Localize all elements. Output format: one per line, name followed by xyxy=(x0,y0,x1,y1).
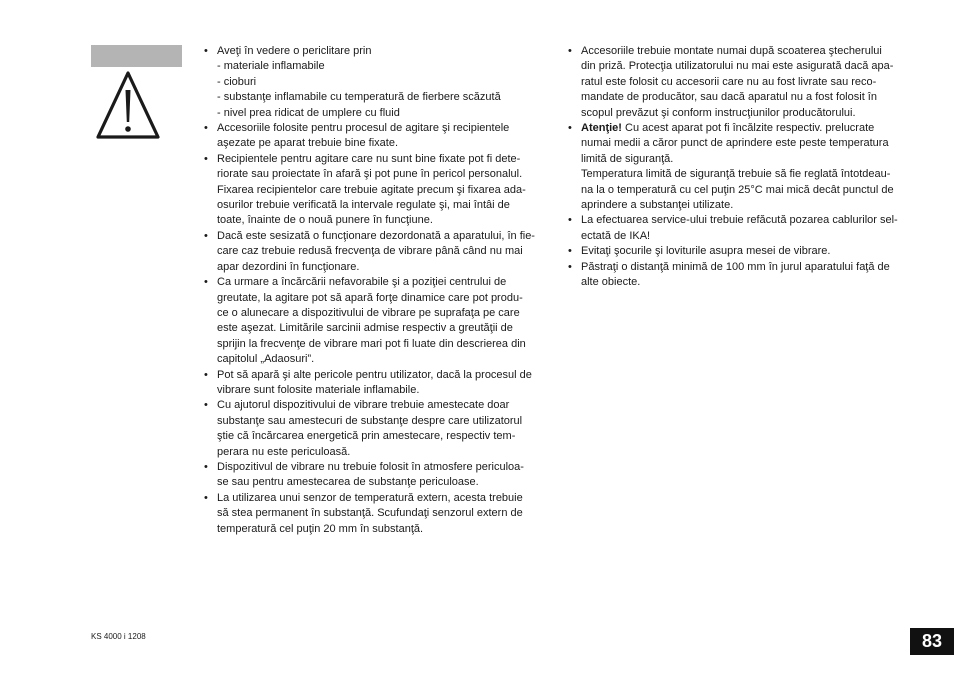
list-item: • La utilizarea unui senzor de temperatură extern, acesta trebuie să stea permanent în substanţă. Scufundaţi senzorul extern de temperatură cel puţin 20 mm în substanţă. xyxy=(204,491,549,537)
list-item: • Cu ajutorul dispozitivului de vibrare trebuie amestecate doar substanţe sau amestecuri de substanţe despre care utilizatorul ştie că încărcarea energetică prin amestecare, respectiv tem- perara nu este periculoasă. xyxy=(204,398,549,460)
attention-label: Atenţie! xyxy=(581,122,622,135)
document-code: KS 4000 i 1208 xyxy=(91,632,146,641)
list-item: • Păstraţi o distanţă minimă de 100 mm în jurul aparatului faţă de alte obiecte. xyxy=(568,260,913,291)
right-column xyxy=(568,44,913,291)
list-item: • Accesoriile trebuie montate numai după scoaterea ştecherului din priză. Protecţia utilizatorului nu mai este asigurată dacă apa- ratul este folosit cu accesorii care nu au fost livrate sau reco- mandate de producător, sau dacă aparatul nu a fost folosit în scopul prevăzut şi conform instrucţiunilor producătorului. xyxy=(568,44,913,121)
list-item: • Dispozitivul de vibrare nu trebuie folosit în atmosfere periculoa- se sau pentru amestecarea de substanţe periculoase. xyxy=(204,460,549,491)
list-item: • Recipientele pentru agitare care nu sunt bine fixate pot fi dete- riorate sau proiectate în afară şi pot pune în pericol personalul. Fixarea recipientelor care trebuie agitate precum şi fixarea ada- osurilor trebuie verificată la intervale regulate şi, mai întâi de toate, înainte de o nouă punere în funcţiune. xyxy=(204,152,549,229)
warning-triangle-icon xyxy=(96,70,160,140)
list-item: • Dacă este sesizată o funcţionare dezordonată a aparatului, în fie- care caz trebuie redusă frecvenţa de vibrare până când nu mai apar dezordini în funcţionare. xyxy=(204,229,549,275)
list-item: • Evitaţi şocurile şi loviturile asupra mesei de vibrare. xyxy=(568,244,913,259)
list-item: • La efectuarea service-ului trebuie refăcută pozarea cablurilor sel- ectată de IKA! xyxy=(568,213,913,244)
list-item: • Ca urmare a încărcării nefavorabile şi a poziţiei centrului de greutate, la agitare pot să apară forţe dinamice care pot produ- ce o alunecare a dispozitivului de vibrare pe suprafaţa pe care este aşezat. Limitările sarcinii admise respectiv a greutăţii de sprijin la frecvenţe de vibrare mari pot fi luate din descrierea din capitolul „Adaosuri”. xyxy=(204,275,549,367)
section-marker-bar xyxy=(91,45,182,67)
list-item: • Atenţie! Cu acest aparat pot fi încălzite respectiv. prelucrate numai medii a căror punct de aprindere este peste temperatura limită de siguranţă. Temperatura limită de siguranţă trebuie să fie reglată întotdeau- na la o temperatură cu cel puţin 25°C mai mică decât punctul de aprindere a substanţei utilizate. xyxy=(568,121,913,213)
page-number: 83 xyxy=(910,628,954,655)
list-item: • Pot să apară şi alte pericole pentru utilizator, dacă la procesul de vibrare sunt folosite materiale inflamabile. xyxy=(204,368,549,399)
list-item: • Aveţi în vedere o periclitare prin - materiale inflamabile - cioburi - substanţe inflamabile cu temperatură de fierbere scăzută - nivel prea ridicat de umplere cu fluid xyxy=(204,44,549,121)
left-column xyxy=(204,44,549,537)
list-item: • Accesoriile folosite pentru procesul de agitare şi recipientele aşezate pe aparat trebuie bine fixate. xyxy=(204,121,549,152)
